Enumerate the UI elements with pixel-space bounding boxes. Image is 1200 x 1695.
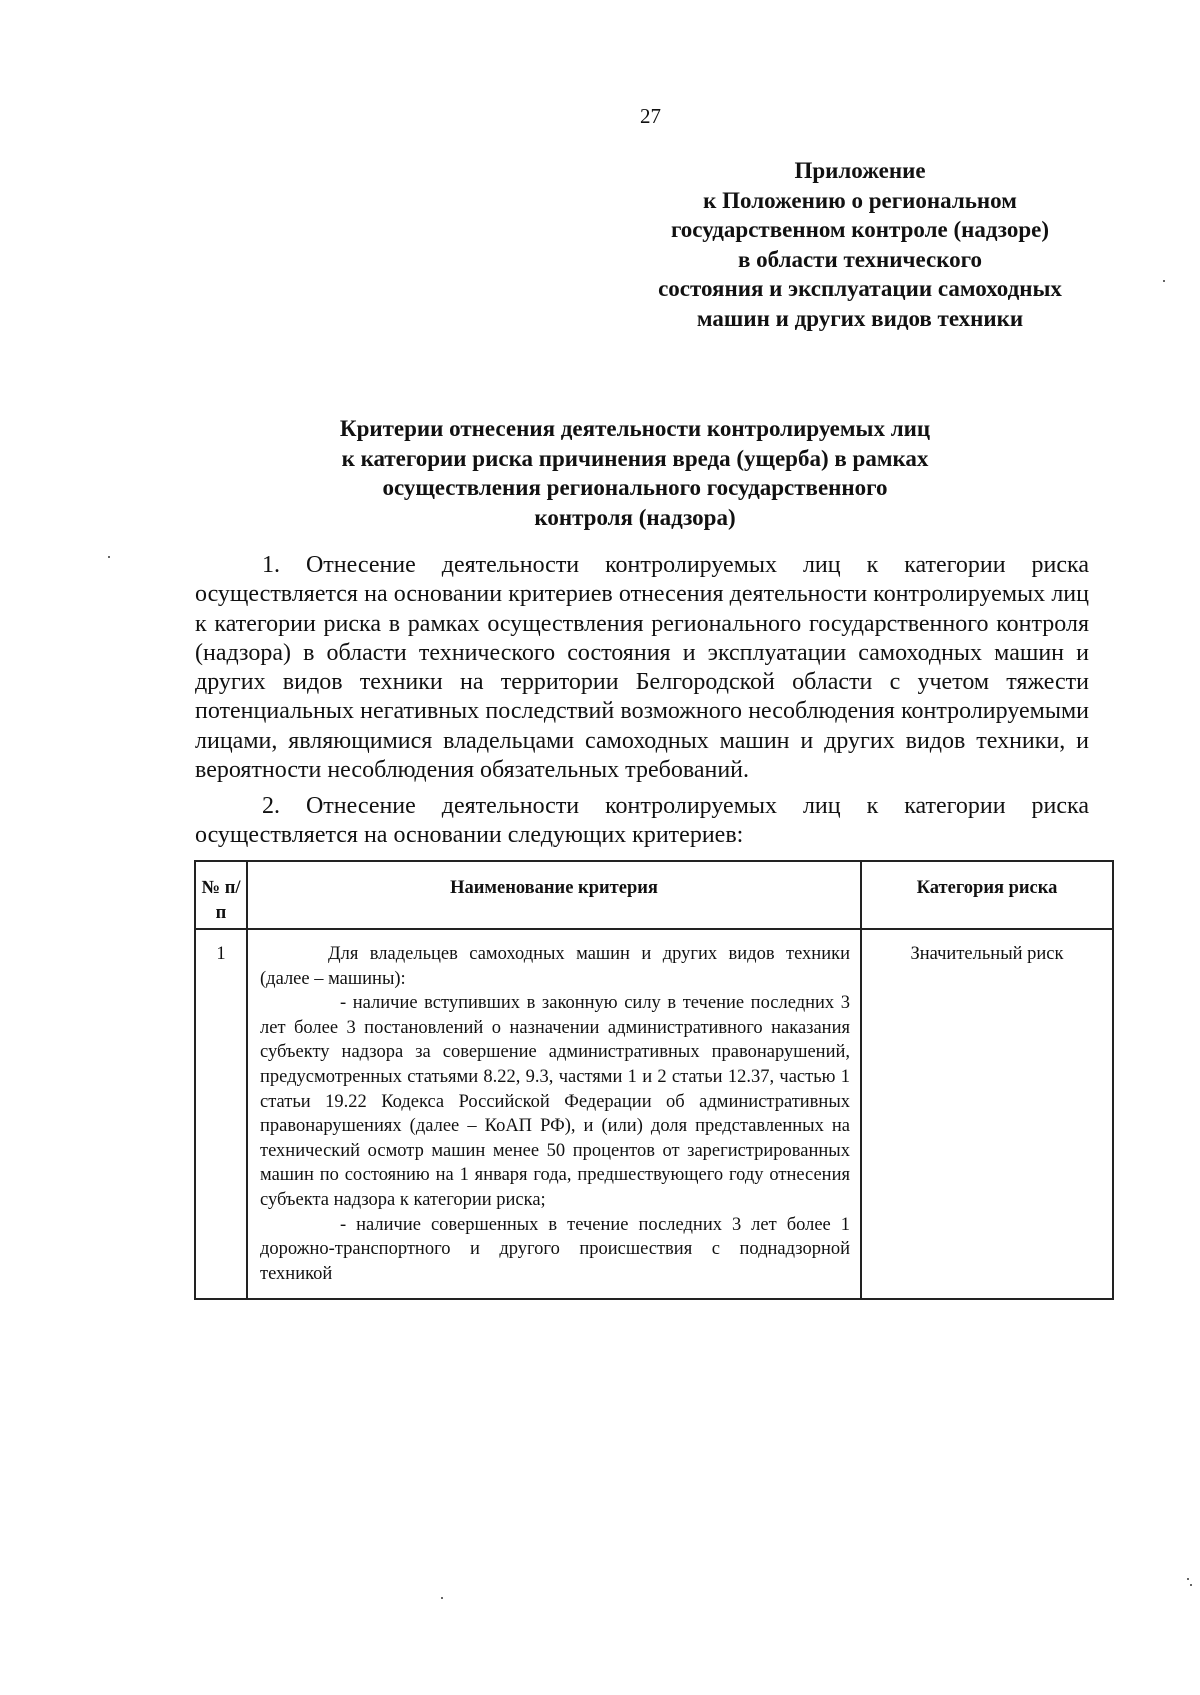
appendix-line: к Положению о региональном bbox=[703, 187, 1017, 213]
appendix-line: в области технического bbox=[737, 246, 983, 272]
header-risk-category: Категория риска bbox=[861, 861, 1113, 929]
appendix-line: состояния и эксплуатации самоходных bbox=[658, 276, 1062, 301]
title-line: контроля (надзора) bbox=[534, 504, 736, 530]
appendix-heading bbox=[600, 156, 1120, 333]
page-number: 27 bbox=[640, 104, 661, 128]
table-header-row bbox=[195, 861, 1113, 929]
scan-speck bbox=[108, 556, 110, 558]
scan-speck bbox=[1163, 280, 1165, 282]
paragraph-1: 1. Отнесение деятельности контролируемых лиц к категории риска осуществляется на основании критериев отнесения деятельности контролируемых лиц к категории риска в рамках осуществления регионального государственного контроля (надзора) в области технического состояния и эксплуатации самоходных машин и других видов техники на территории Белгородской области с учетом тяжести потенциальных негативных последствий возможного несоблюдения контролируемыми лицами, являющимися владельцами самоходных машин и других видов техники, и вероятности несоблюдения обязательных требований. bbox=[195, 552, 1089, 784]
scan-speck bbox=[1190, 1584, 1192, 1586]
criterion-item-1: - наличие вступивших в законную силу в течение последних 3 лет более 3 постановлений о назначении административного наказания субъекту надзора за совершение административных правонарушений, предусмотренных статьями 8.22, 9.3, частями 1 и 2 статьи 12.37, частью 1 статьи 19.22 Кодекса Российской Федерации об административных правонарушениях (далее – КоАП РФ), и (или) доля представленных на технический осмотр машин менее 50 процентов от зарегистрированных машин по состоянию на 1 января года, предшествующего году отнесения субъекта надзора к категории риска; bbox=[260, 993, 850, 1210]
appendix-line: машин и других видов техники bbox=[696, 305, 1024, 331]
criterion-intro: Для владельцев самоходных машин и других видов техники (далее – машины): bbox=[260, 944, 850, 989]
appendix-line: Приложение bbox=[794, 158, 926, 183]
header-criterion-name: Наименование критерия bbox=[247, 861, 861, 929]
document-title bbox=[195, 414, 1075, 532]
scan-speck bbox=[1187, 1578, 1189, 1580]
title-line: осуществления регионального государственного bbox=[382, 475, 888, 500]
header-number: № п/п bbox=[195, 861, 247, 929]
criteria-table bbox=[194, 860, 1114, 1300]
title-line: Критерии отнесения деятельности контролируемых лиц bbox=[339, 416, 931, 441]
criterion-cell bbox=[247, 929, 861, 1299]
table-row bbox=[195, 929, 1113, 1299]
scan-speck bbox=[441, 1597, 443, 1599]
risk-category: Значительный риск bbox=[861, 929, 1113, 1299]
criterion-item-2: - наличие совершенных в течение последних 3 лет более 1 дорожно-транспортного и другого происшествия с поднадзорной техникой bbox=[260, 1214, 850, 1284]
row-number: 1 bbox=[195, 929, 247, 1299]
paragraph-2: 2. Отнесение деятельности контролируемых лиц к категории риска осуществляется на основании следующих критериев: bbox=[195, 793, 1089, 849]
title-line: к категории риска причинения вреда (ущерба) в рамках bbox=[341, 445, 929, 471]
appendix-line: государственном контроле (надзоре) bbox=[670, 217, 1050, 242]
